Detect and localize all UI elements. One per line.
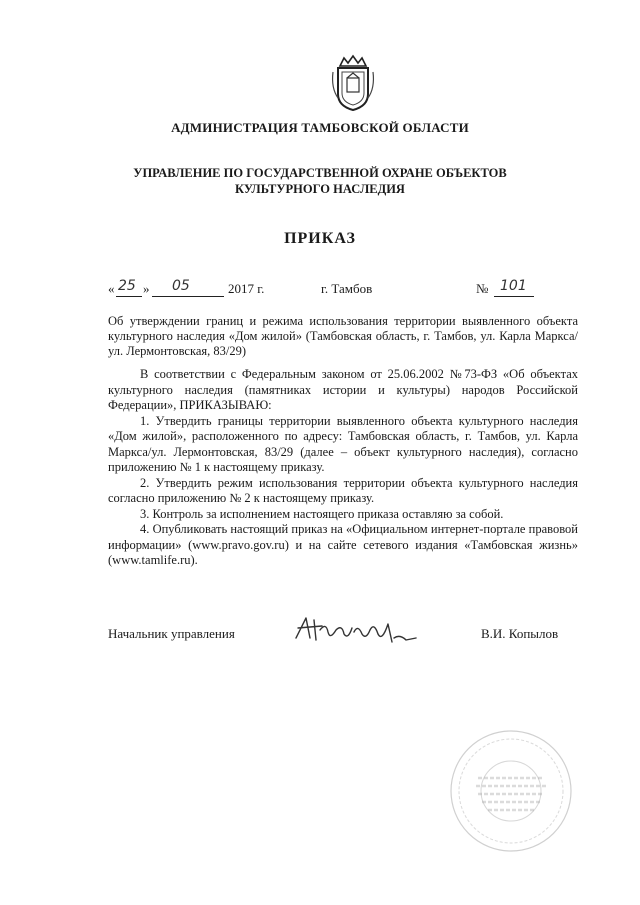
order-month: 05 (172, 278, 190, 294)
order-city: г. Тамбов (321, 281, 373, 296)
signatory-position: Начальник управления (108, 626, 235, 641)
month-underline (152, 296, 224, 297)
department-title (0, 165, 640, 197)
number-label: № (476, 281, 489, 296)
signatory-name: В.И. Копылов (481, 626, 559, 641)
day-underline (116, 296, 142, 297)
coat-of-arms-icon (330, 54, 376, 112)
department-line-1: УПРАВЛЕНИЕ ПО ГОСУДАРСТВЕННОЙ ОХРАНЕ ОБЪЕКТОВ (133, 166, 507, 180)
item-3-paragraph: 3. Контроль за исполнением настоящего приказа оставляю за собой. (140, 506, 504, 521)
preamble-paragraph: В соответствии с Федеральным законом от 25.06.2002 №73-ФЗ «Об объектах культурного наследия (памятниках истории и культуры) народов Российской Федерации», ПРИКАЗЫВАЮ: (108, 367, 578, 412)
order-subject: Об утверждении границ и режима использования территории выявленного объекта культурного наследия «Дом жилой» (Тамбовская область, г. Тамбов, ул. Карла Маркса/ул. Лермонтовская, 83/29) (108, 314, 578, 358)
open-quote: « (108, 281, 115, 296)
order-body (108, 367, 578, 569)
document-type: ПРИКАЗ (284, 230, 356, 247)
number-underline (494, 296, 534, 297)
order-day: 25 (118, 278, 136, 294)
handwritten-signature (292, 612, 422, 648)
order-number: 101 (500, 278, 527, 294)
organization-title: АДМИНИСТРАЦИЯ ТАМБОВСКОЙ ОБЛАСТИ (171, 120, 469, 135)
item-4-paragraph: 4. Опубликовать настоящий приказ на «Официальном интернет-портале правовой информации» (www.pravo.gov.ru) и на сайте сетевого издания «Тамбовская жизнь» (www.tamlife.ru). (108, 522, 578, 567)
official-seal-stamp (448, 728, 574, 854)
department-line-2: КУЛЬТУРНОГО НАСЛЕДИЯ (235, 182, 405, 196)
item-2-paragraph: 2. Утвердить режим использования территории объекта культурного наследия согласно приложению № 2 к настоящему приказу. (108, 475, 578, 505)
order-year: 2017 г. (228, 281, 265, 296)
item-1-paragraph: 1. Утвердить границы территории выявленного объекта культурного наследия «Дом жилой», расположенного по адресу: Тамбовская область, г. Тамбов, ул. Карла Маркса/ул. Лермонтовская, 83/29 (далее – объект культурного наследия), согласно приложению № 1 к настоящему приказу. (108, 413, 578, 474)
close-quote: » (143, 281, 150, 296)
